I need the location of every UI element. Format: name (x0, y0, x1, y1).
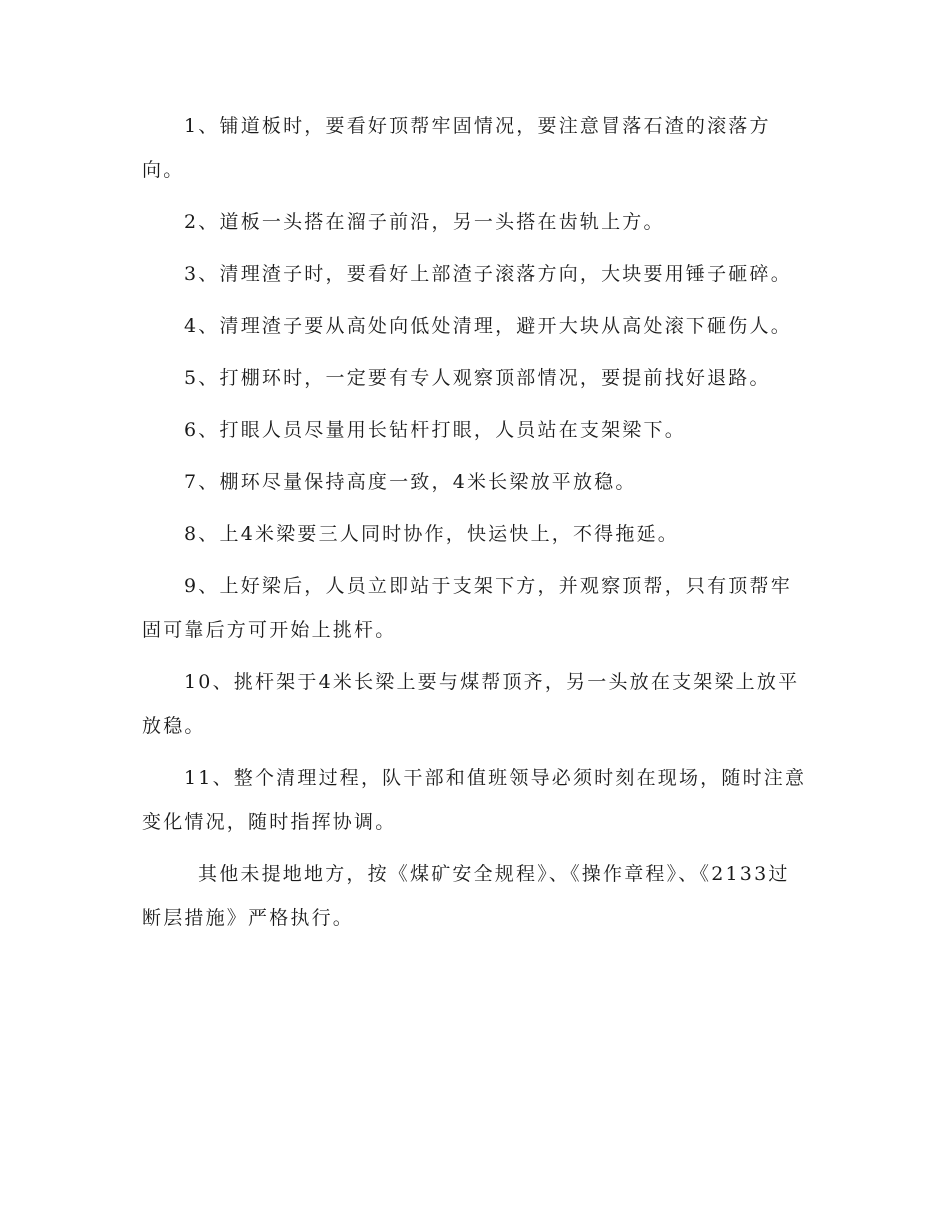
document-body (142, 104, 808, 948)
paragraph-10: 10、挑杆架于4米长梁上要与煤帮顶齐，另一头放在支架梁上放平放稳。 (142, 671, 800, 737)
paragraph-5: 5、打棚环时，一定要有专人观察顶部情况，要提前找好退路。 (184, 367, 771, 389)
paragraph-6: 6、打眼人员尽量用长钻杆打眼，人员站在支架梁下。 (184, 419, 686, 441)
paragraph-7: 7、棚环尽量保持高度一致，4米长梁放平放稳。 (184, 471, 637, 493)
closing-paragraph: 其他未提地地方，按《煤矿安全规程》、《操作章程》、《2133过断层措施》严格执行。 (142, 863, 790, 929)
paragraph-1: 1、铺道板时，要看好顶帮牢固情况，要注意冒落石渣的滚落方向。 (142, 115, 771, 181)
paragraph-9: 9、上好梁后，人员立即站于支架下方，并观察顶帮，只有顶帮牢固可靠后方可开始上挑杆。 (142, 575, 792, 641)
paragraph-2: 2、道板一头搭在溜子前沿，另一头搭在齿轨上方。 (184, 211, 665, 233)
paragraph-11: 11、整个清理过程，队干部和值班领导必须时刻在现场，随时注意变化情况，随时指挥协调。 (142, 767, 807, 833)
paragraph-8: 8、上4米梁要三人同时协作，快运快上，不得拖延。 (184, 523, 679, 545)
paragraph-3: 3、清理渣子时，要看好上部渣子滚落方向，大块要用锤子砸碎。 (184, 263, 792, 285)
paragraph-4: 4、清理渣子要从高处向低处清理，避开大块从高处滚下砸伤人。 (184, 315, 792, 337)
